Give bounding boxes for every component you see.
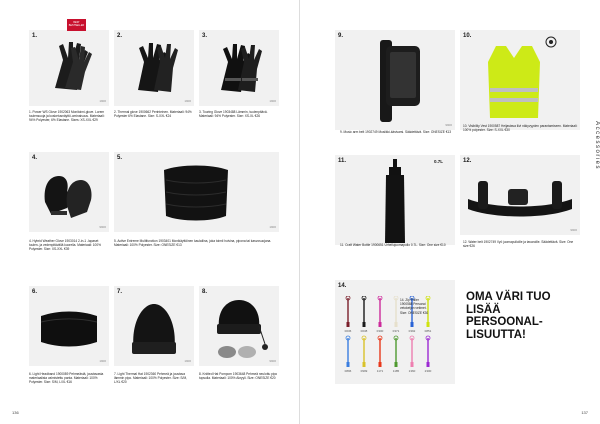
slogan-line-3: PERSOONAL- bbox=[466, 316, 543, 328]
slogan-line-2: LISÄÄ bbox=[466, 303, 501, 316]
slogan bbox=[466, 291, 576, 341]
zip-puller-label: 0392 bbox=[408, 329, 416, 333]
zip-puller-1360 bbox=[409, 336, 416, 373]
product-desc-9: 9. Music arm belt 1902749 Musiikki-käsivarsi. Säädettävä. Size: ONESIZE €13 bbox=[340, 130, 452, 134]
product-card-12[interactable] bbox=[460, 155, 580, 235]
product-desc-6: 6. Light Headband 1900089 Pehmeästä, joustavasta materiaalista valmistettu panta. Materiaali: 100% Polyester. Size: S/M, L/XL €16 bbox=[29, 372, 104, 385]
product-desc-3: 3. Touring Glove 1903488 Lämmin, tuulenpitävä. Materiaali: 94% Polyester. Size: XS-XL €26 bbox=[199, 110, 268, 119]
product-desc-8: 8. Knitted Hat Pompom 1903648 Pehmeä neulottu pipo tupsulla. Materiaali: 100% Akryyli. Size: ONESIZE €20 bbox=[199, 372, 278, 381]
product-number: 5. bbox=[117, 155, 123, 161]
product-code: 1900 bbox=[99, 359, 106, 363]
bottle-volume: 0.7L bbox=[433, 159, 443, 164]
water-belt-icon bbox=[464, 169, 576, 229]
product-desc-11: 11. Craft Water Bottle 1900651 Urheilujuomapullo 0.7L. Size: One size €10 bbox=[340, 243, 446, 247]
product-code: 1900 bbox=[184, 99, 191, 103]
product-desc-10: 10. Visibility Vest 1900587 Heijastava liivi näkyvyyden parantamiseen. Materiaali: 100% polyester. Size: S-XXL €30 bbox=[463, 124, 578, 133]
product-card-9[interactable] bbox=[335, 30, 455, 130]
product-number: 12. bbox=[463, 158, 472, 164]
product-number: 4. bbox=[32, 155, 38, 161]
zip-puller-0038 bbox=[361, 296, 368, 333]
zip-puller-label: 0300 bbox=[376, 329, 384, 333]
water-bottle-icon bbox=[380, 159, 410, 245]
product-code: 1900 bbox=[269, 99, 276, 103]
product-desc-5: 5. Active Extreme Multifunction 1903401 Monikäyttöinen kaulaliina, joka toimii huivina, pipona tai kasvosuojana. Materiaali: 100% Polyester. Size: ONESIZE €13 bbox=[114, 239, 272, 248]
product-number: 3. bbox=[202, 33, 208, 39]
glove-icon bbox=[41, 38, 101, 98]
product-card-6[interactable] bbox=[29, 286, 109, 366]
slogan-line-4: LISUUTTA! bbox=[466, 328, 526, 341]
product-card-1[interactable] bbox=[29, 30, 109, 106]
product-card-8[interactable] bbox=[199, 286, 279, 366]
zip-puller-0371 bbox=[393, 296, 400, 333]
product-number: 9. bbox=[338, 33, 344, 39]
product-card-4[interactable] bbox=[29, 152, 109, 232]
product-desc-7: 7. Light Thermal Hat 1902360 Pehmeä ja joustava lämmin pipo. Materiaali: 100% Polyester. Size: S/M, L/XL €20 bbox=[114, 372, 187, 385]
product-code: 9900 bbox=[99, 225, 106, 229]
zip-puller-0896 bbox=[345, 336, 352, 373]
zip-puller-label: 0371 bbox=[392, 329, 400, 333]
mitten-icon bbox=[37, 162, 101, 226]
zip-puller-label: 1360 bbox=[408, 369, 416, 373]
product-card-5[interactable] bbox=[114, 152, 279, 232]
product-number: 14. bbox=[338, 283, 347, 289]
product-number: 7. bbox=[117, 289, 123, 295]
product-number: 11. bbox=[338, 158, 347, 164]
zip-puller-0036 bbox=[345, 296, 352, 333]
zip-puller-label: 0999 bbox=[360, 369, 368, 373]
pompom-hat-icon bbox=[207, 292, 273, 362]
product-card-2[interactable] bbox=[114, 30, 194, 106]
page-number-left: 136 bbox=[12, 410, 19, 415]
neck-tube-icon bbox=[156, 160, 236, 226]
product-code: 1900 bbox=[269, 225, 276, 229]
zip-puller-label: 0038 bbox=[360, 329, 368, 333]
product-card-10[interactable] bbox=[460, 30, 580, 133]
product-number: 8. bbox=[202, 289, 208, 295]
headband-icon bbox=[37, 308, 101, 352]
product-desc-1: 1. Power WS Glove 1902063 Monitoimi-glove. Lorem tuulensuoja ja kosketusnäyttö-ominaisuus. Materiaali: 94% Polyester, 6% Elastane. Sizes: XS-XXL €29 bbox=[29, 110, 105, 123]
product-desc-4: 4. Hybrid Weather Glove 1903014 2-in-1 -lapaset tuulen- ja vedenpitävällä kuorella. Materiaali: 100% Polyester. Size: XS-XXL €39 bbox=[29, 239, 101, 252]
zip-puller-0300 bbox=[377, 296, 384, 333]
product-desc-12: 12. Water belt 1902749 Vyö juomapulloille ja tavaroille. Säädettävä. Size: One size €26 bbox=[463, 240, 574, 249]
product-desc-14: 14. Zip Puller 1900588 Personoi vetoketjun vetimet. Size: ONESIZE €30 bbox=[400, 298, 429, 315]
right-page bbox=[300, 0, 600, 424]
zip-puller-1171 bbox=[377, 336, 384, 373]
product-card-14[interactable] bbox=[335, 280, 455, 384]
zip-puller-label: 0896 bbox=[344, 369, 352, 373]
zip-puller-2300 bbox=[425, 336, 432, 373]
section-label: Accessories bbox=[594, 121, 600, 170]
zip-puller-0999 bbox=[361, 336, 368, 373]
product-number: 6. bbox=[32, 289, 38, 295]
zip-puller-1185 bbox=[393, 336, 400, 373]
product-code: 1900 bbox=[99, 99, 106, 103]
product-card-11[interactable] bbox=[335, 155, 455, 245]
zip-puller-label: 0851 bbox=[424, 329, 432, 333]
bestseller-badge: BEST BESTSELLER bbox=[67, 19, 86, 31]
product-code: 9900 bbox=[269, 359, 276, 363]
product-card-7[interactable] bbox=[114, 286, 194, 366]
product-desc-2: 2. Thermal glove 1900662 Perinteinen. Materiaali: 94% Polyester 6% Elastane. Size: S-XXL €24 bbox=[114, 110, 192, 119]
zip-puller-label: 1185 bbox=[392, 369, 400, 373]
product-card-3[interactable] bbox=[199, 30, 279, 106]
product-number: 2. bbox=[117, 33, 123, 39]
zip-puller-label: 1171 bbox=[376, 369, 384, 373]
beanie-icon bbox=[124, 298, 184, 360]
zip-puller-label: 0036 bbox=[344, 329, 352, 333]
product-code: 1900 bbox=[184, 359, 191, 363]
slogan-line-1: OMA VÄRI TUO bbox=[466, 291, 551, 303]
armband-icon bbox=[360, 36, 430, 126]
product-code: 9900 bbox=[570, 228, 577, 232]
product-number: 10. bbox=[463, 33, 472, 39]
glove-icon bbox=[126, 38, 186, 98]
visibility-vest-icon bbox=[482, 42, 546, 122]
page-number-right: 137 bbox=[581, 410, 588, 415]
glove-icon bbox=[211, 38, 271, 98]
product-number: 1. bbox=[32, 33, 38, 39]
product-code: 9900 bbox=[445, 123, 452, 127]
zip-puller-label: 2300 bbox=[424, 369, 432, 373]
gear-icon bbox=[545, 36, 557, 48]
